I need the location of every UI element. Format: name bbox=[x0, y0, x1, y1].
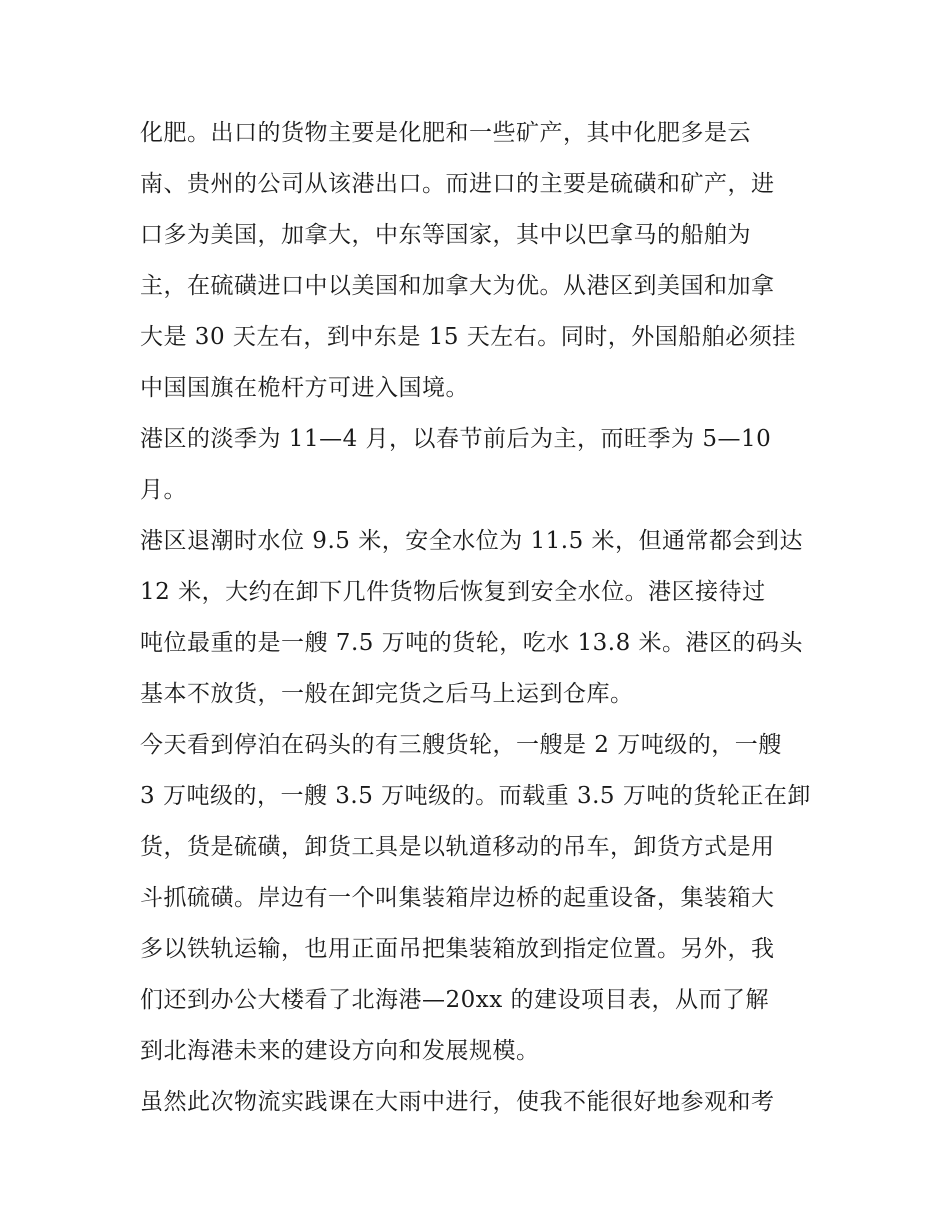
text-line: 吨位最重的是一艘 7.5 万吨的货轮，吃水 13.8 米。港区的码头 bbox=[140, 630, 804, 656]
paragraph-conclusion bbox=[140, 1077, 820, 1128]
text-line: 货，货是硫磺，卸货工具是以轨道移动的吊车，卸货方式是用 bbox=[140, 834, 775, 860]
text-line: 们还到办公大楼看了北海港—20xx 的建设项目表，从而了解 bbox=[140, 987, 770, 1013]
paragraph-exports-imports bbox=[140, 108, 820, 414]
text-line: 到北海港未来的建设方向和发展规模。 bbox=[140, 1038, 540, 1064]
paragraph-ships-today bbox=[140, 720, 820, 1077]
text-line: 12 米，大约在卸下几件货物后恢复到安全水位。港区接待过 bbox=[140, 579, 766, 605]
text-line: 基本不放货，一般在卸完货之后马上运到仓库。 bbox=[140, 681, 634, 707]
text-line: 中国国旗在桅杆方可进入国境。 bbox=[140, 375, 469, 401]
text-line: 化肥。出口的货物主要是化肥和一些矿产，其中化肥多是云 bbox=[140, 120, 751, 146]
text-line: 多以铁轨运输，也用正面吊把集装箱放到指定位置。另外，我 bbox=[140, 936, 775, 962]
text-line: 月。 bbox=[140, 477, 187, 503]
text-line: 主，在硫磺进口中以美国和加拿大为优。从港区到美国和加拿 bbox=[140, 273, 775, 299]
document-body bbox=[140, 108, 820, 1128]
text-line: 3 万吨级的，一艘 3.5 万吨级的。而载重 3.5 万吨的货轮正在卸 bbox=[140, 783, 811, 809]
paragraph-seasons bbox=[140, 414, 820, 516]
text-line: 大是 30 天左右，到中东是 15 天左右。同时，外国船舶必须挂 bbox=[140, 324, 796, 350]
text-line: 斗抓硫磺。岸边有一个叫集装箱岸边桥的起重设备，集装箱大 bbox=[140, 885, 775, 911]
text-line: 南、贵州的公司从该港出口。而进口的主要是硫磺和矿产，进 bbox=[140, 171, 775, 197]
text-line: 港区退潮时水位 9.5 米，安全水位为 11.5 米，但通常都会到达 bbox=[140, 528, 804, 554]
text-line: 虽然此次物流实践课在大雨中进行，使我不能很好地参观和考 bbox=[140, 1089, 775, 1115]
text-line: 今天看到停泊在码头的有三艘货轮，一艘是 2 万吨级的，一艘 bbox=[140, 732, 782, 758]
text-line: 口多为美国，加拿大，中东等国家，其中以巴拿马的船舶为 bbox=[140, 222, 751, 248]
text-line: 港区的淡季为 11—4 月，以春节前后为主，而旺季为 5—10 bbox=[140, 426, 772, 452]
paragraph-water-levels bbox=[140, 516, 820, 720]
